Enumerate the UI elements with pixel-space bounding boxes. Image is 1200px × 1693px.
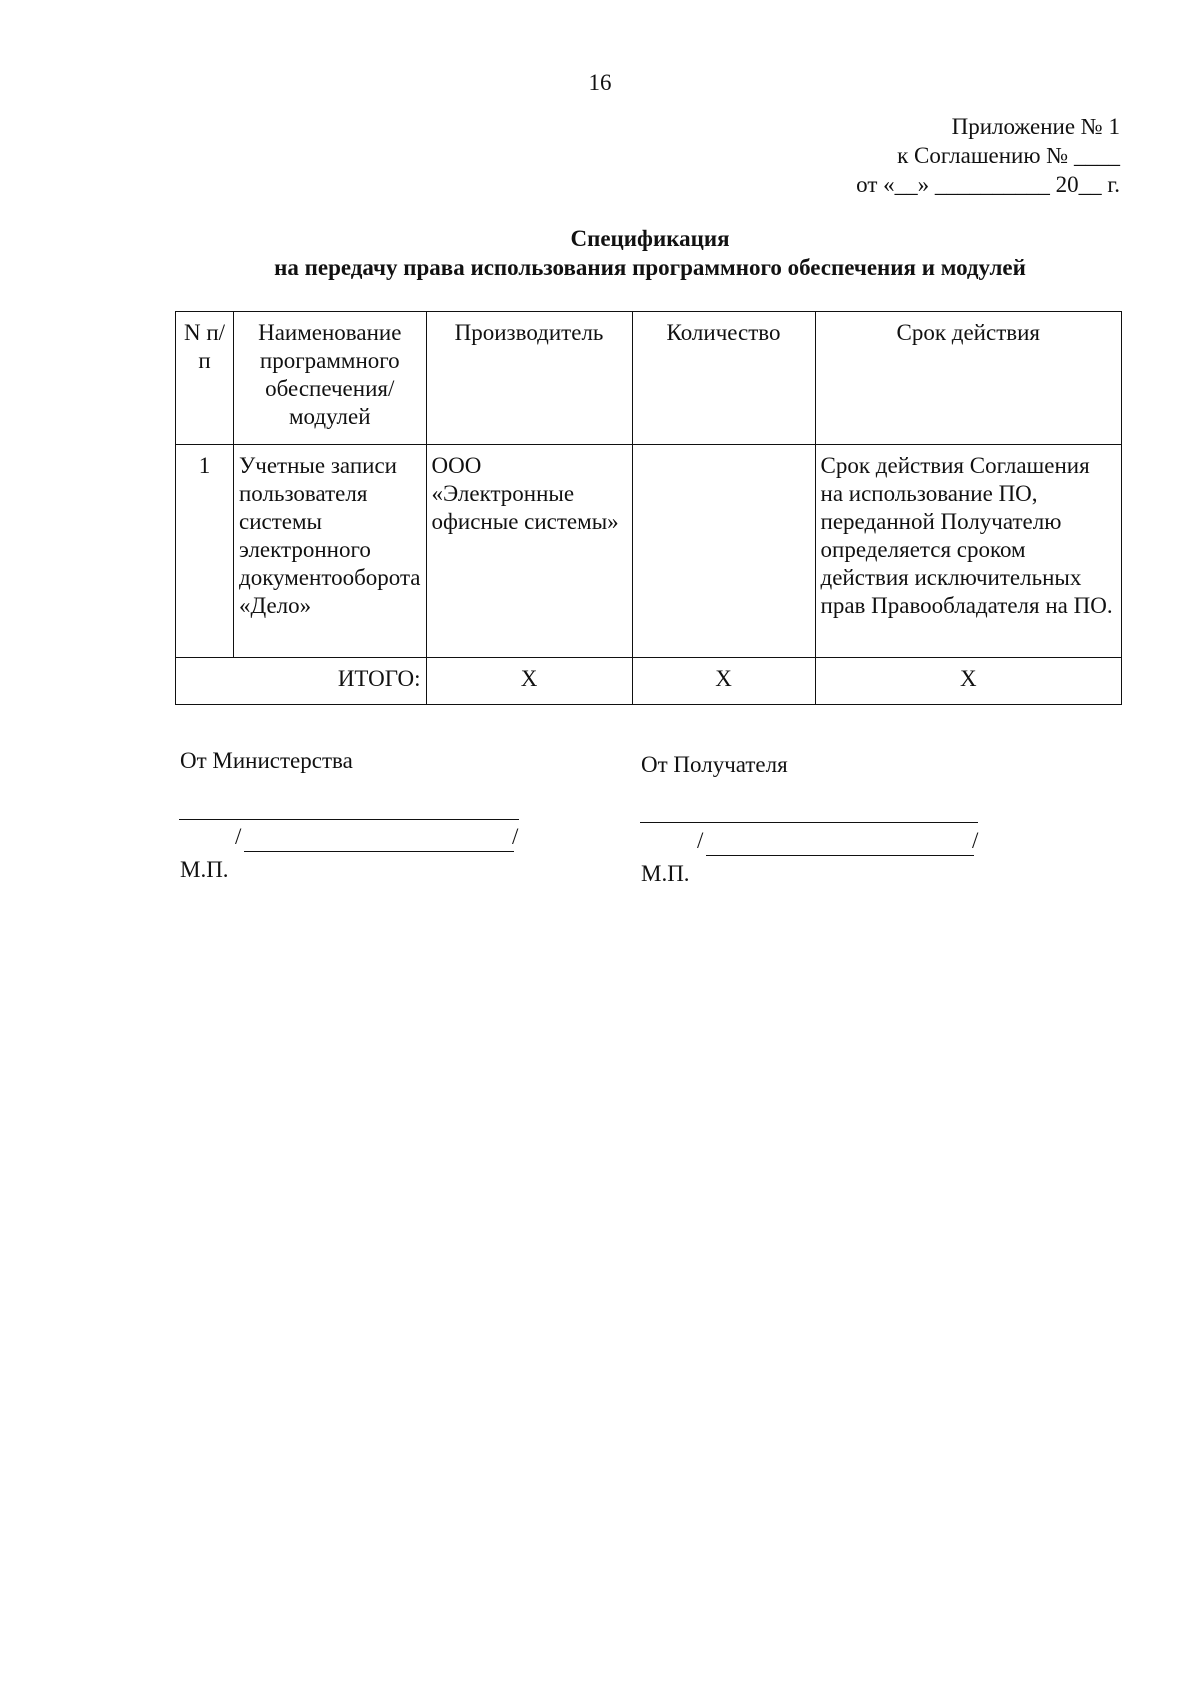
header-number: N п/п (176, 312, 234, 445)
document-title (0, 224, 1200, 282)
cell-term: Срок действия Соглашения на использование ПО, переданной Получателю определяется сроком действия исключительных прав Правообладателя на ПО. (815, 445, 1121, 658)
appendix-block (856, 112, 1120, 199)
specification-table (175, 311, 1122, 705)
table-total-row (176, 658, 1122, 705)
signature-label-ministry: От Министерства (180, 748, 353, 773)
page-number: 16 (588, 70, 612, 95)
signature-slash-right-recipient: / (972, 828, 979, 853)
cell-software-name: Учетные записи пользователя системы электронного документооборота «Дело» (234, 445, 427, 658)
header-term: Срок действия (815, 312, 1121, 445)
appendix-line-1: Приложение № 1 (951, 114, 1120, 139)
table-header-row (176, 312, 1122, 445)
signature-slash-left-recipient: / (697, 828, 704, 853)
title-line-2: на передачу права использования программного обеспечения и модулей (274, 255, 1026, 280)
header-quantity: Количество (632, 312, 815, 445)
signature-slash-left: / (235, 824, 242, 849)
total-label: ИТОГО: (176, 658, 427, 705)
title-line-1: Спецификация (570, 226, 730, 251)
signature-block-recipient (641, 750, 788, 780)
table-row (176, 445, 1122, 658)
total-quantity: Х (632, 658, 815, 705)
header-software-name: Наименование программного обеспечения/модулей (234, 312, 427, 445)
cell-producer: ООО «Электронные офисные системы» (426, 445, 632, 658)
cell-quantity (632, 445, 815, 658)
total-term: Х (815, 658, 1121, 705)
signature-line-recipient (640, 822, 978, 823)
signature-block-ministry (180, 746, 353, 776)
signature-name-line-recipient (706, 855, 974, 856)
total-producer: Х (426, 658, 632, 705)
stamp-place-recipient: М.П. (641, 861, 690, 886)
appendix-line-2: к Соглашению № ____ (897, 143, 1120, 168)
signature-line-ministry (179, 819, 519, 820)
signature-label-recipient: От Получателя (641, 752, 788, 777)
header-producer: Производитель (426, 312, 632, 445)
stamp-place-ministry: М.П. (180, 857, 229, 882)
appendix-line-3: от «__» __________ 20__ г. (856, 172, 1120, 197)
signature-slash-right: / (512, 824, 519, 849)
cell-number: 1 (176, 445, 234, 658)
signature-name-line-ministry (244, 851, 514, 852)
